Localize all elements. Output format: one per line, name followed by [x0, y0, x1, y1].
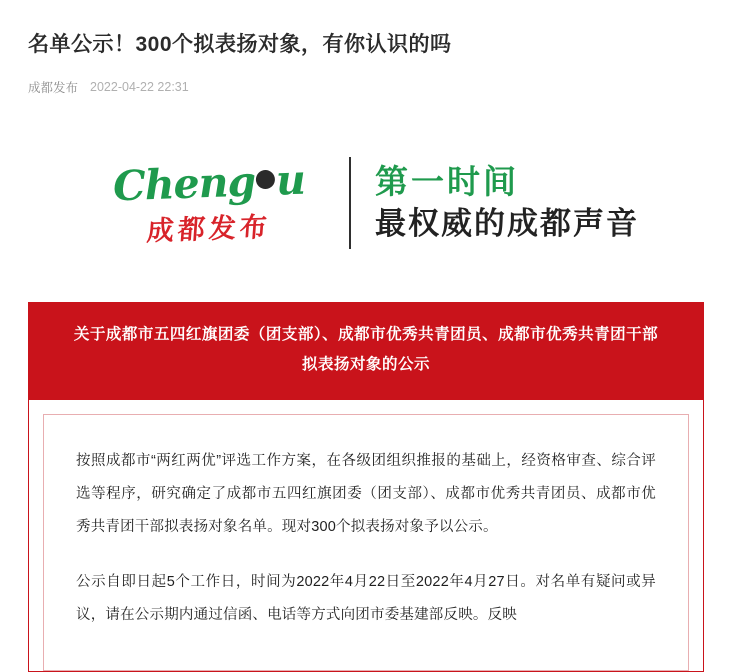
- brand-slogan: [375, 161, 639, 245]
- article-source: 成都发布: [28, 81, 79, 95]
- notice-paragraph: 公示自即日起5个工作日，时间为2022年4月22日至2022年4月27日。对名单有疑问或异议，请在公示期内通过信函、电话等方式向团市委基建部反映。反映: [76, 574, 656, 623]
- page-title: 名单公示！300个拟表扬对象，有你认识的吗: [28, 33, 452, 56]
- notice-header-title: 关于成都市五四红旗团委（团支部）、成都市优秀共青团员、成都市优秀共青团干部拟表扬对象的公示: [28, 302, 704, 400]
- brand-banner: [28, 138, 704, 268]
- notice-paragraph: 按照成都市“两红两优”评选工作方案，在各级团组织推报的基础上，经资格审查、综合评选等程序，研究确定了成都市五四红旗团委（团支部）、成都市优秀共青团员、成都市优秀共青团干部拟表扬对象名单。现对300个拟表扬对象予以公示。: [76, 453, 656, 535]
- brand-slogan-line1: 第一时间: [375, 162, 519, 201]
- notice-body-inner: [43, 414, 689, 671]
- brand-logo-wordmark-tail: u: [275, 155, 306, 205]
- notice-body: [28, 400, 704, 672]
- article-timestamp: 2022-04-22 22:31: [90, 80, 189, 94]
- brand-logo-subtitle: 成都发布: [145, 211, 272, 247]
- brand-logo-wordmark-text: Cheng: [112, 156, 256, 210]
- brand-logo-wordmark: [92, 156, 325, 208]
- panda-dot-icon: [256, 169, 276, 189]
- banner-divider: [349, 157, 351, 249]
- brand-logo: [93, 155, 325, 247]
- brand-slogan-line2: 最权威的成都声音: [375, 206, 639, 242]
- article-meta: [28, 78, 704, 96]
